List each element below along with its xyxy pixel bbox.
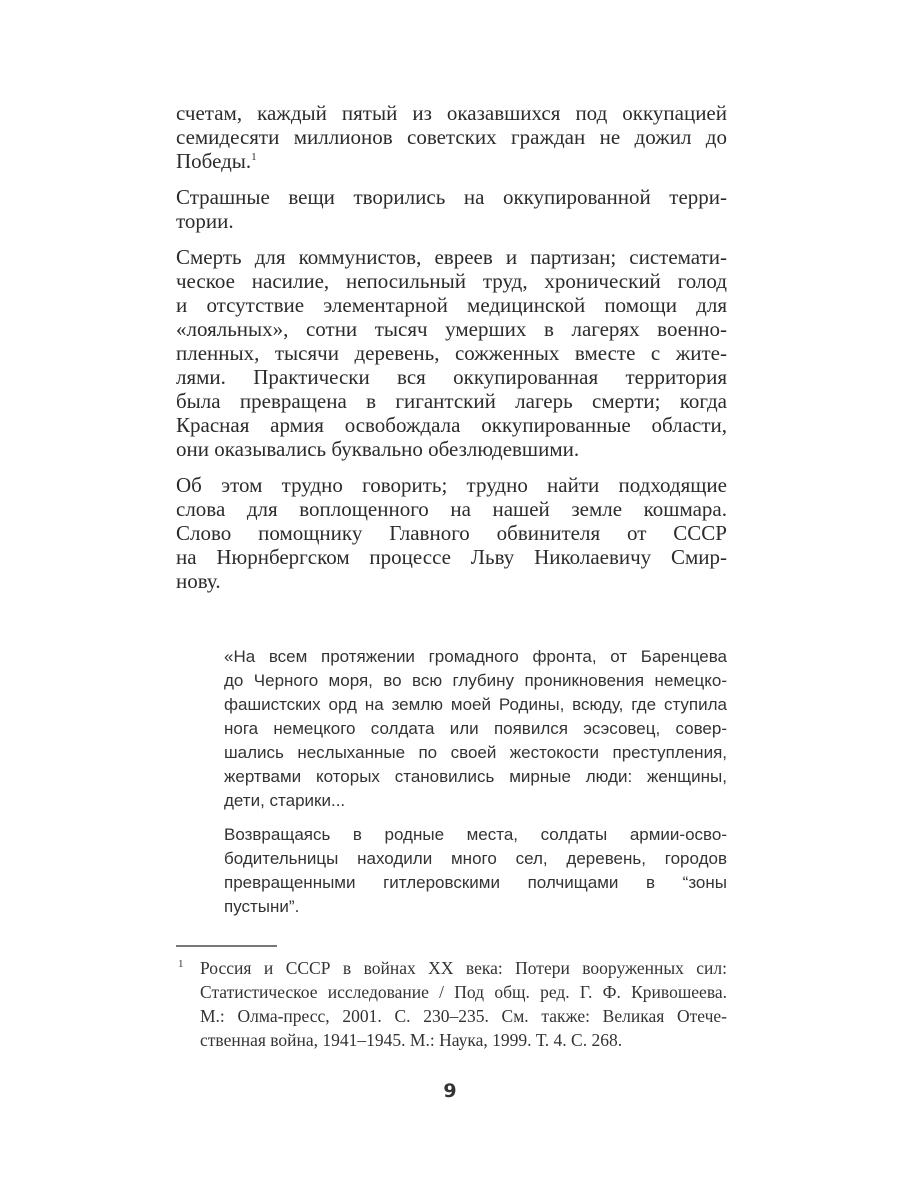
text-line: лями. Практически вся оккупированная территория xyxy=(176,365,727,389)
main-text xyxy=(176,101,727,605)
footnote-reference[interactable]: 1 xyxy=(251,151,257,163)
text-line: тории. xyxy=(176,209,234,233)
page-number: 9 xyxy=(443,1080,457,1102)
quote-line: превращенными гитлеровскими полчищами в “зоны xyxy=(224,873,727,892)
block-quote xyxy=(224,645,727,929)
footnote-line: ственная война, 1941–1945. М.: Наука, 1999. Т. 4. С. 268. xyxy=(200,1030,623,1050)
footnote-number: 1 xyxy=(178,958,184,970)
text-line: на Нюрнбергском процессе Льву Николаевичу Смир- xyxy=(176,545,727,569)
text-line: «лояльных», сотни тысяч умерших в лагерях военно- xyxy=(176,317,727,341)
paragraph-3 xyxy=(176,245,727,461)
text-line xyxy=(176,149,727,173)
quote-line: до Черного моря, во всю глубину проникновения немецко- xyxy=(224,671,727,690)
quote-line: шались неслыханные по своей жестокости преступления, xyxy=(224,743,727,762)
footnote-text xyxy=(200,956,727,1052)
text-line: и отсутствие элементарной медицинской помощи для xyxy=(176,293,727,317)
quote-line: дети, старики... xyxy=(224,791,346,810)
footnote-line: Статистическое исследование / Под общ. ред. Г. Ф. Кривошеева. xyxy=(200,982,727,1002)
quote-paragraph-2 xyxy=(224,823,727,919)
text-line: семидесяти миллионов советских граждан не дожил до xyxy=(176,125,727,149)
paragraph-1 xyxy=(176,101,727,173)
footnote-line: Россия и СССР в войнах XX века: Потери вооруженных сил: xyxy=(200,958,727,978)
text-line: пленных, тысячи деревень, сожженных вместе с жите- xyxy=(176,341,727,365)
text-line: счетам, каждый пятый из оказавшихся под оккупацией xyxy=(176,101,727,125)
quote-line: фашистских орд на землю моей Родины, всюду, где ступила xyxy=(224,695,727,714)
footnote-divider xyxy=(176,945,277,947)
text-line: Смерть для коммунистов, евреев и партизан; системати- xyxy=(176,245,727,269)
paragraph-4 xyxy=(176,473,727,593)
text-line: нову. xyxy=(176,569,221,593)
quote-line: Возвращаясь в родные места, солдаты армии-осво- xyxy=(224,825,727,844)
text-line: ческое насилие, непосильный труд, хронический голод xyxy=(176,269,727,293)
text-line: они оказывались буквально обезлюдевшими. xyxy=(176,437,580,461)
text-line-content: Победы. xyxy=(176,149,252,173)
quote-line: жертвами которых становились мирные люди: женщины, xyxy=(224,767,727,786)
text-line: была превращена в гигантский лагерь смерти; когда xyxy=(176,389,727,413)
quote-line: «На всем протяжении громадного фронта, от Баренцева xyxy=(224,647,727,666)
quote-line: пустыни”. xyxy=(224,897,300,916)
footnote-line: М.: Олма-пресс, 2001. С. 230–235. См. также: Великая Отече- xyxy=(200,1006,727,1026)
quote-line: нога немецкого солдата или появился эсэсовец, совер- xyxy=(224,719,727,738)
text-line: Слово помощнику Главного обвинителя от СССР xyxy=(176,521,727,545)
text-line: Страшные вещи творились на оккупированной терри- xyxy=(176,185,727,209)
text-line: слова для воплощенного на нашей земле кошмара. xyxy=(176,497,727,521)
quote-line: бодительницы находили много сел, деревень, городов xyxy=(224,849,727,868)
paragraph-2 xyxy=(176,185,727,233)
footnote xyxy=(176,956,727,1052)
text-line: Об этом трудно говорить; трудно найти подходящие xyxy=(176,473,727,497)
text-line: Красная армия освобождала оккупированные области, xyxy=(176,413,727,437)
quote-paragraph-1 xyxy=(224,645,727,813)
